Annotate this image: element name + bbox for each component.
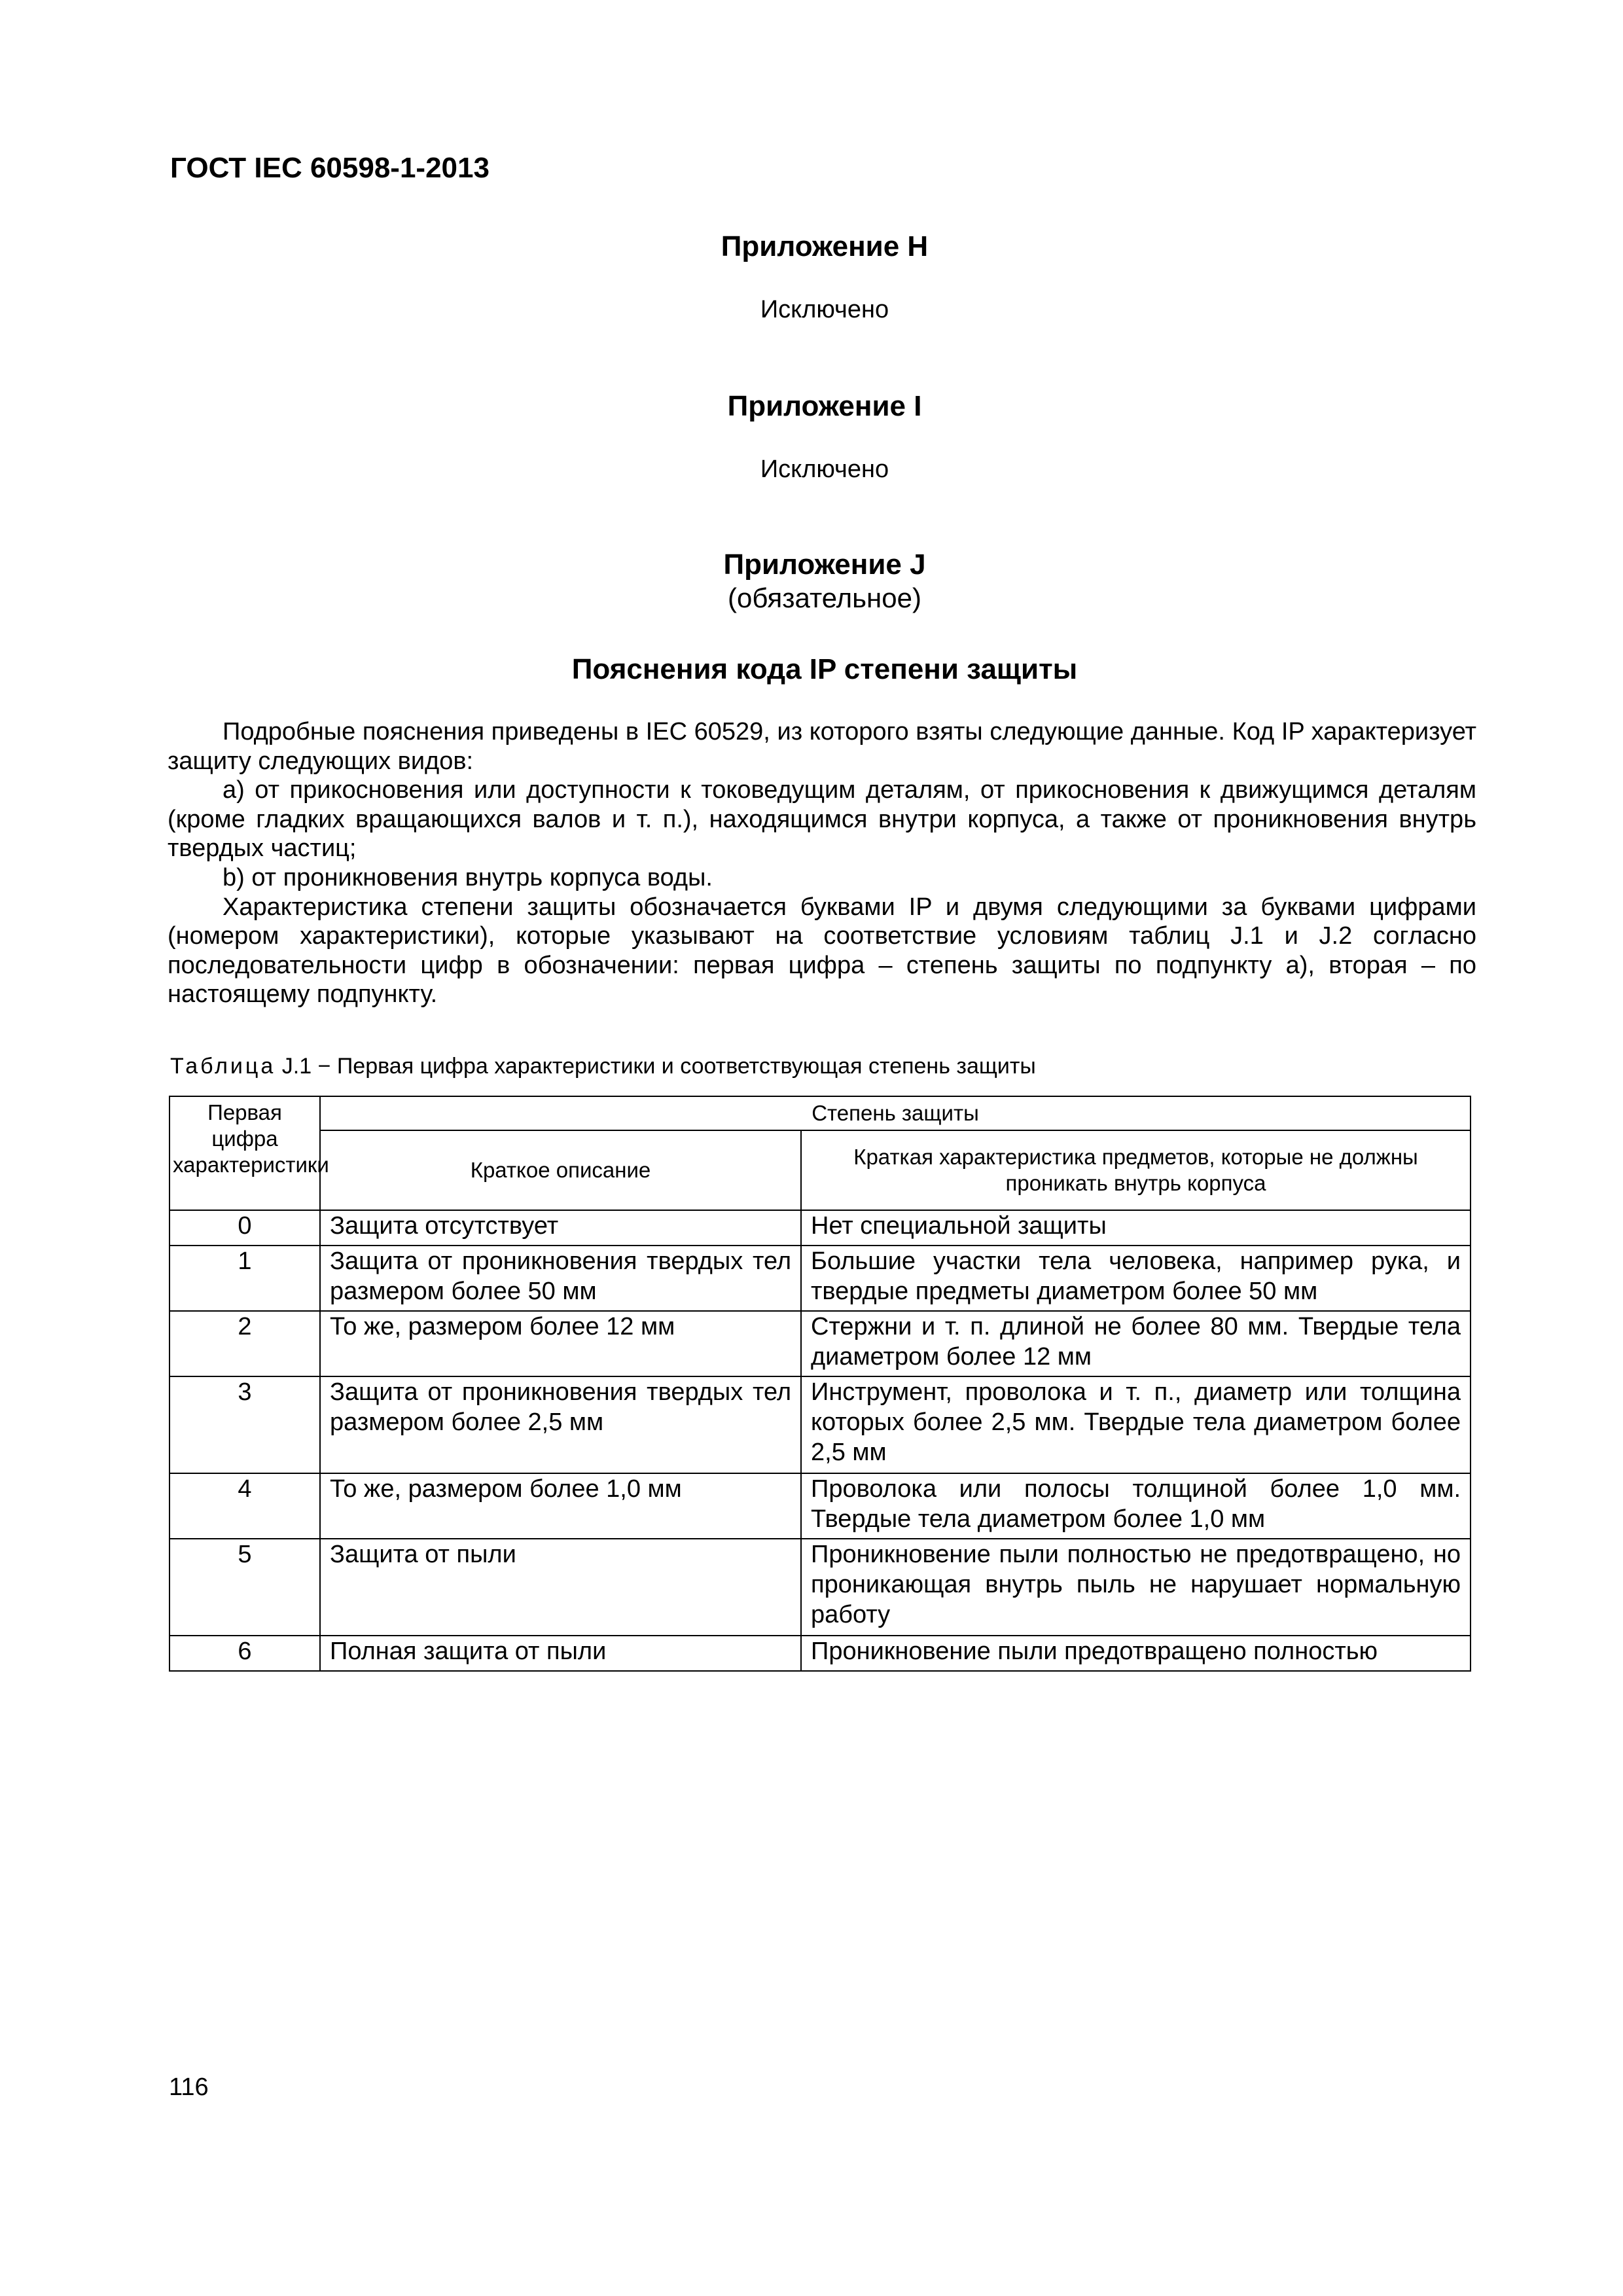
description-cell: Защита от пыли — [320, 1539, 801, 1636]
paragraph: Характеристика степени защиты обозначается буквами IP и двумя следующими за буквами цифрами (номером характеристики), которые указывают на соответствие условиям таблиц J.1 и J.2 согласно последовательности цифр в обозначении: первая цифра – степень защиты по подпункту a), вторая – по настоящему подпункту. — [168, 893, 1476, 1009]
paragraph: a) от прикосновения или доступности к токоведущим деталям, от прикосновения к движущимся деталям (кроме гладких вращающихся валов и т. п.), находящимся внутри корпуса, а также от проникновения внутрь твердых частиц; — [168, 776, 1476, 863]
table-j1 — [169, 1096, 1471, 1672]
header-first-digit: Первая цифра характеристики — [169, 1096, 320, 1210]
appendix-i-title: Приложение I — [727, 390, 922, 422]
paragraph: Подробные пояснения приведены в IEC 60529, из которого взяты следующие данные. Код IP характеризует защиту следующих видов: — [168, 718, 1476, 775]
digit-cell: 6 — [169, 1636, 320, 1671]
table-row — [169, 1473, 1471, 1539]
objects-cell: Стержни и т. п. длиной не более 80 мм. Твердые тела диаметром более 12 мм — [801, 1311, 1471, 1376]
table-row — [169, 1246, 1471, 1311]
body-text — [168, 717, 1476, 1009]
digit-cell: 0 — [169, 1210, 320, 1246]
header-short-description: Краткое описание — [320, 1130, 801, 1210]
appendix-i-status: Исключено — [760, 456, 889, 483]
objects-cell: Проволока или полосы толщиной более 1,0 мм. Твердые тела диаметром более 1,0 мм — [801, 1473, 1471, 1539]
table-caption — [170, 1054, 1036, 1079]
appendix-h-status: Исключено — [760, 296, 889, 323]
description-cell: Защита от проникновения твердых тел размером более 50 мм — [320, 1246, 801, 1311]
page-number: 116 — [169, 2073, 209, 2101]
description-cell: То же, размером более 12 мм — [320, 1311, 801, 1376]
appendix-j-heading: Пояснения кода IP степени защиты — [571, 653, 1078, 685]
digit-cell: 2 — [169, 1311, 320, 1376]
objects-cell: Проникновение пыли предотвращено полностью — [801, 1636, 1471, 1671]
table-row — [169, 1636, 1471, 1671]
table-row — [169, 1311, 1471, 1376]
paragraph: b) от проникновения внутрь корпуса воды. — [223, 863, 713, 891]
objects-cell: Большие участки тела человека, например рука, и твердые предметы диаметром более 50 мм — [801, 1246, 1471, 1311]
description-cell: Полная защита от пыли — [320, 1636, 801, 1671]
table-row — [169, 1210, 1471, 1246]
digit-cell: 1 — [169, 1246, 320, 1311]
header-protection-degree: Степень защиты — [320, 1096, 1471, 1130]
appendix-h-title: Приложение Н — [721, 230, 929, 262]
description-cell: Защита от проникновения твердых тел размером более 2,5 мм — [320, 1376, 801, 1473]
appendix-j-title: Приложение J — [723, 548, 926, 581]
document-code: ГОСТ IEC 60598-1-2013 — [170, 152, 490, 184]
table-caption-label: Таблица — [170, 1054, 276, 1079]
objects-cell: Нет специальной защиты — [801, 1210, 1471, 1246]
objects-cell: Проникновение пыли полностью не предотвращено, но проникающая внутрь пыль не нарушает нормальную работу — [801, 1539, 1471, 1636]
digit-cell: 5 — [169, 1539, 320, 1636]
table-row — [169, 1539, 1471, 1636]
table-row — [169, 1376, 1471, 1473]
digit-cell: 3 — [169, 1376, 320, 1473]
header-objects: Краткая характеристика предметов, которые не должны проникать внутрь корпуса — [801, 1130, 1471, 1210]
objects-cell: Инструмент, проволока и т. п., диаметр или толщина которых более 2,5 мм. Твердые тела диаметром более 2,5 мм — [801, 1376, 1471, 1473]
description-cell: Защита отсутствует — [320, 1210, 801, 1246]
digit-cell: 4 — [169, 1473, 320, 1539]
description-cell: То же, размером более 1,0 мм — [320, 1473, 801, 1539]
table-caption-text: J.1 − Первая цифра характеристики и соответствующая степень защиты — [281, 1054, 1036, 1079]
appendix-j-subtitle: (обязательное) — [728, 583, 921, 613]
